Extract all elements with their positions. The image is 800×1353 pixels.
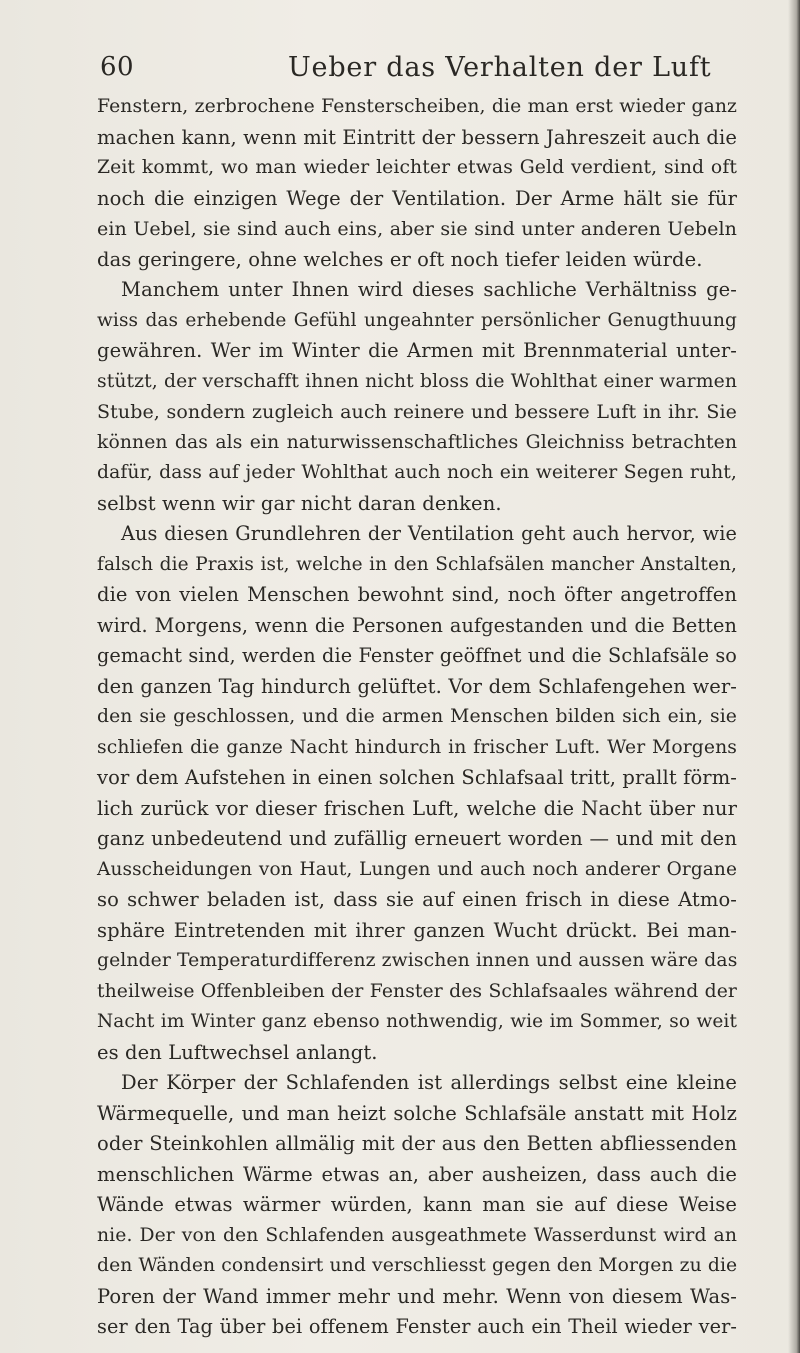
text-line: lich zurück vor dieser frischen Luft, welche die Nacht über nur xyxy=(97,796,737,820)
text-line: ser den Tag über bei offenem Fenster auch ein Theil wieder ver- xyxy=(97,1315,737,1338)
text-line: ganz unbedeutend und zufällig erneuert worden — und mit den xyxy=(97,827,737,850)
text-line: dafür, dass auf jeder Wohlthat auch noch ein weiterer Segen ruht, xyxy=(97,462,737,483)
text-line: wird. Morgens, wenn die Personen aufgestanden und die Betten xyxy=(97,613,737,637)
text-line: stützt, der verschafft ihnen nicht bloss die Wohlthat einer warmen xyxy=(97,370,737,392)
text-line: Ausscheidungen von Haut, Lungen und auch noch anderer Organe xyxy=(97,858,737,880)
text-line: den sie geschlossen, und die armen Menschen bilden sich ein, sie xyxy=(97,706,737,727)
text-line: theilweise Offenbleiben der Fenster des Schlafsaales während der xyxy=(97,980,737,1002)
text-line: den Wänden condensirt und verschliesst gegen den Morgen zu die xyxy=(97,1255,738,1276)
text-line: die von vielen Menschen bewohnt sind, noch öfter angetroffen xyxy=(97,583,737,606)
text-line: schliefen die ganze Nacht hindurch in frischer Luft. Wer Morgens xyxy=(97,736,737,758)
text-line: gemacht sind, werden die Fenster geöffnet und die Schlafsäle so xyxy=(97,644,737,667)
text-line: Manchem unter Ihnen wird dieses sachliche Verhältniss ge- xyxy=(121,278,737,301)
page-edge-shadow xyxy=(788,0,800,1353)
text-line: Stube, sondern zugleich auch reinere und bessere Luft in ihr. Sie xyxy=(97,401,737,423)
text-line: nie. Der von den Schlafenden ausgeathmete Wasserdunst wird an xyxy=(97,1224,737,1246)
text-line: so schwer beladen ist, dass sie auf einen frisch in diese Atmo- xyxy=(97,888,737,911)
text-line: wiss das erhebende Gefühl ungeahnter persönlicher Genugthuung xyxy=(97,309,737,331)
text-line: Wände etwas wärmer würden, kann man sie auf diese Weise xyxy=(97,1193,737,1216)
text-line: den ganzen Tag hindurch gelüftet. Vor dem Schlafengehen wer- xyxy=(97,674,737,698)
text-line: machen kann, wenn mit Eintritt der bessern Jahreszeit auch die xyxy=(97,125,737,149)
text-line: das geringere, ohne welches er oft noch tiefer leiden würde. xyxy=(97,247,703,271)
text-line: es den Luftwechsel anlangt. xyxy=(97,1040,378,1064)
text-line: Poren der Wand immer mehr und mehr. Wenn von diesem Was- xyxy=(97,1284,737,1308)
text-line: Nacht im Winter ganz ebenso nothwendig, wie im Sommer, so weit xyxy=(97,1011,737,1032)
text-line: oder Steinkohlen allmälig mit der aus den Betten abfliessenden xyxy=(97,1132,737,1155)
page-header xyxy=(100,52,720,92)
text-line: sphäre Eintretenden mit ihrer ganzen Wucht drückt. Bei man- xyxy=(97,918,737,942)
running-title: Ueber das Verhalten der Luft xyxy=(288,52,712,83)
page-number: 60 xyxy=(100,52,135,82)
text-line: noch die einzigen Wege der Ventilation. Der Arme hält sie für xyxy=(97,186,737,210)
text-line: gelnder Temperaturdifferenz zwischen innen und aussen wäre das xyxy=(97,950,738,971)
text-line: selbst wenn wir gar nicht daran denken. xyxy=(97,491,502,515)
text-line: menschlichen Wärme etwas an, aber ausheizen, dass auch die xyxy=(97,1162,737,1186)
text-line: gewähren. Wer im Winter die Armen mit Brennmaterial unter- xyxy=(97,339,737,362)
text-line: Fenstern, zerbrochene Fensterscheiben, die man erst wieder ganz xyxy=(97,96,737,117)
body-text xyxy=(97,92,737,1343)
text-line: Wärmequelle, und man heizt solche Schlafsäle anstatt mit Holz xyxy=(97,1101,737,1125)
text-line: falsch die Praxis ist, welche in den Schlafsälen mancher Anstalten, xyxy=(97,553,737,575)
text-line: können das als ein naturwissenschaftliches Gleichniss betrachten xyxy=(97,431,737,453)
text-line: vor dem Aufstehen in einen solchen Schlafsaal tritt, prallt förm- xyxy=(97,766,737,789)
text-line: Der Körper der Schlafenden ist allerdings selbst eine kleine xyxy=(121,1071,737,1094)
text-line: Aus diesen Grundlehren der Ventilation geht auch hervor, wie xyxy=(121,522,737,545)
text-line: Zeit kommt, wo man wieder leichter etwas Geld verdient, sind oft xyxy=(97,157,737,178)
text-line: ein Uebel, sie sind auch eins, aber sie sind unter anderen Uebeln xyxy=(97,218,737,240)
